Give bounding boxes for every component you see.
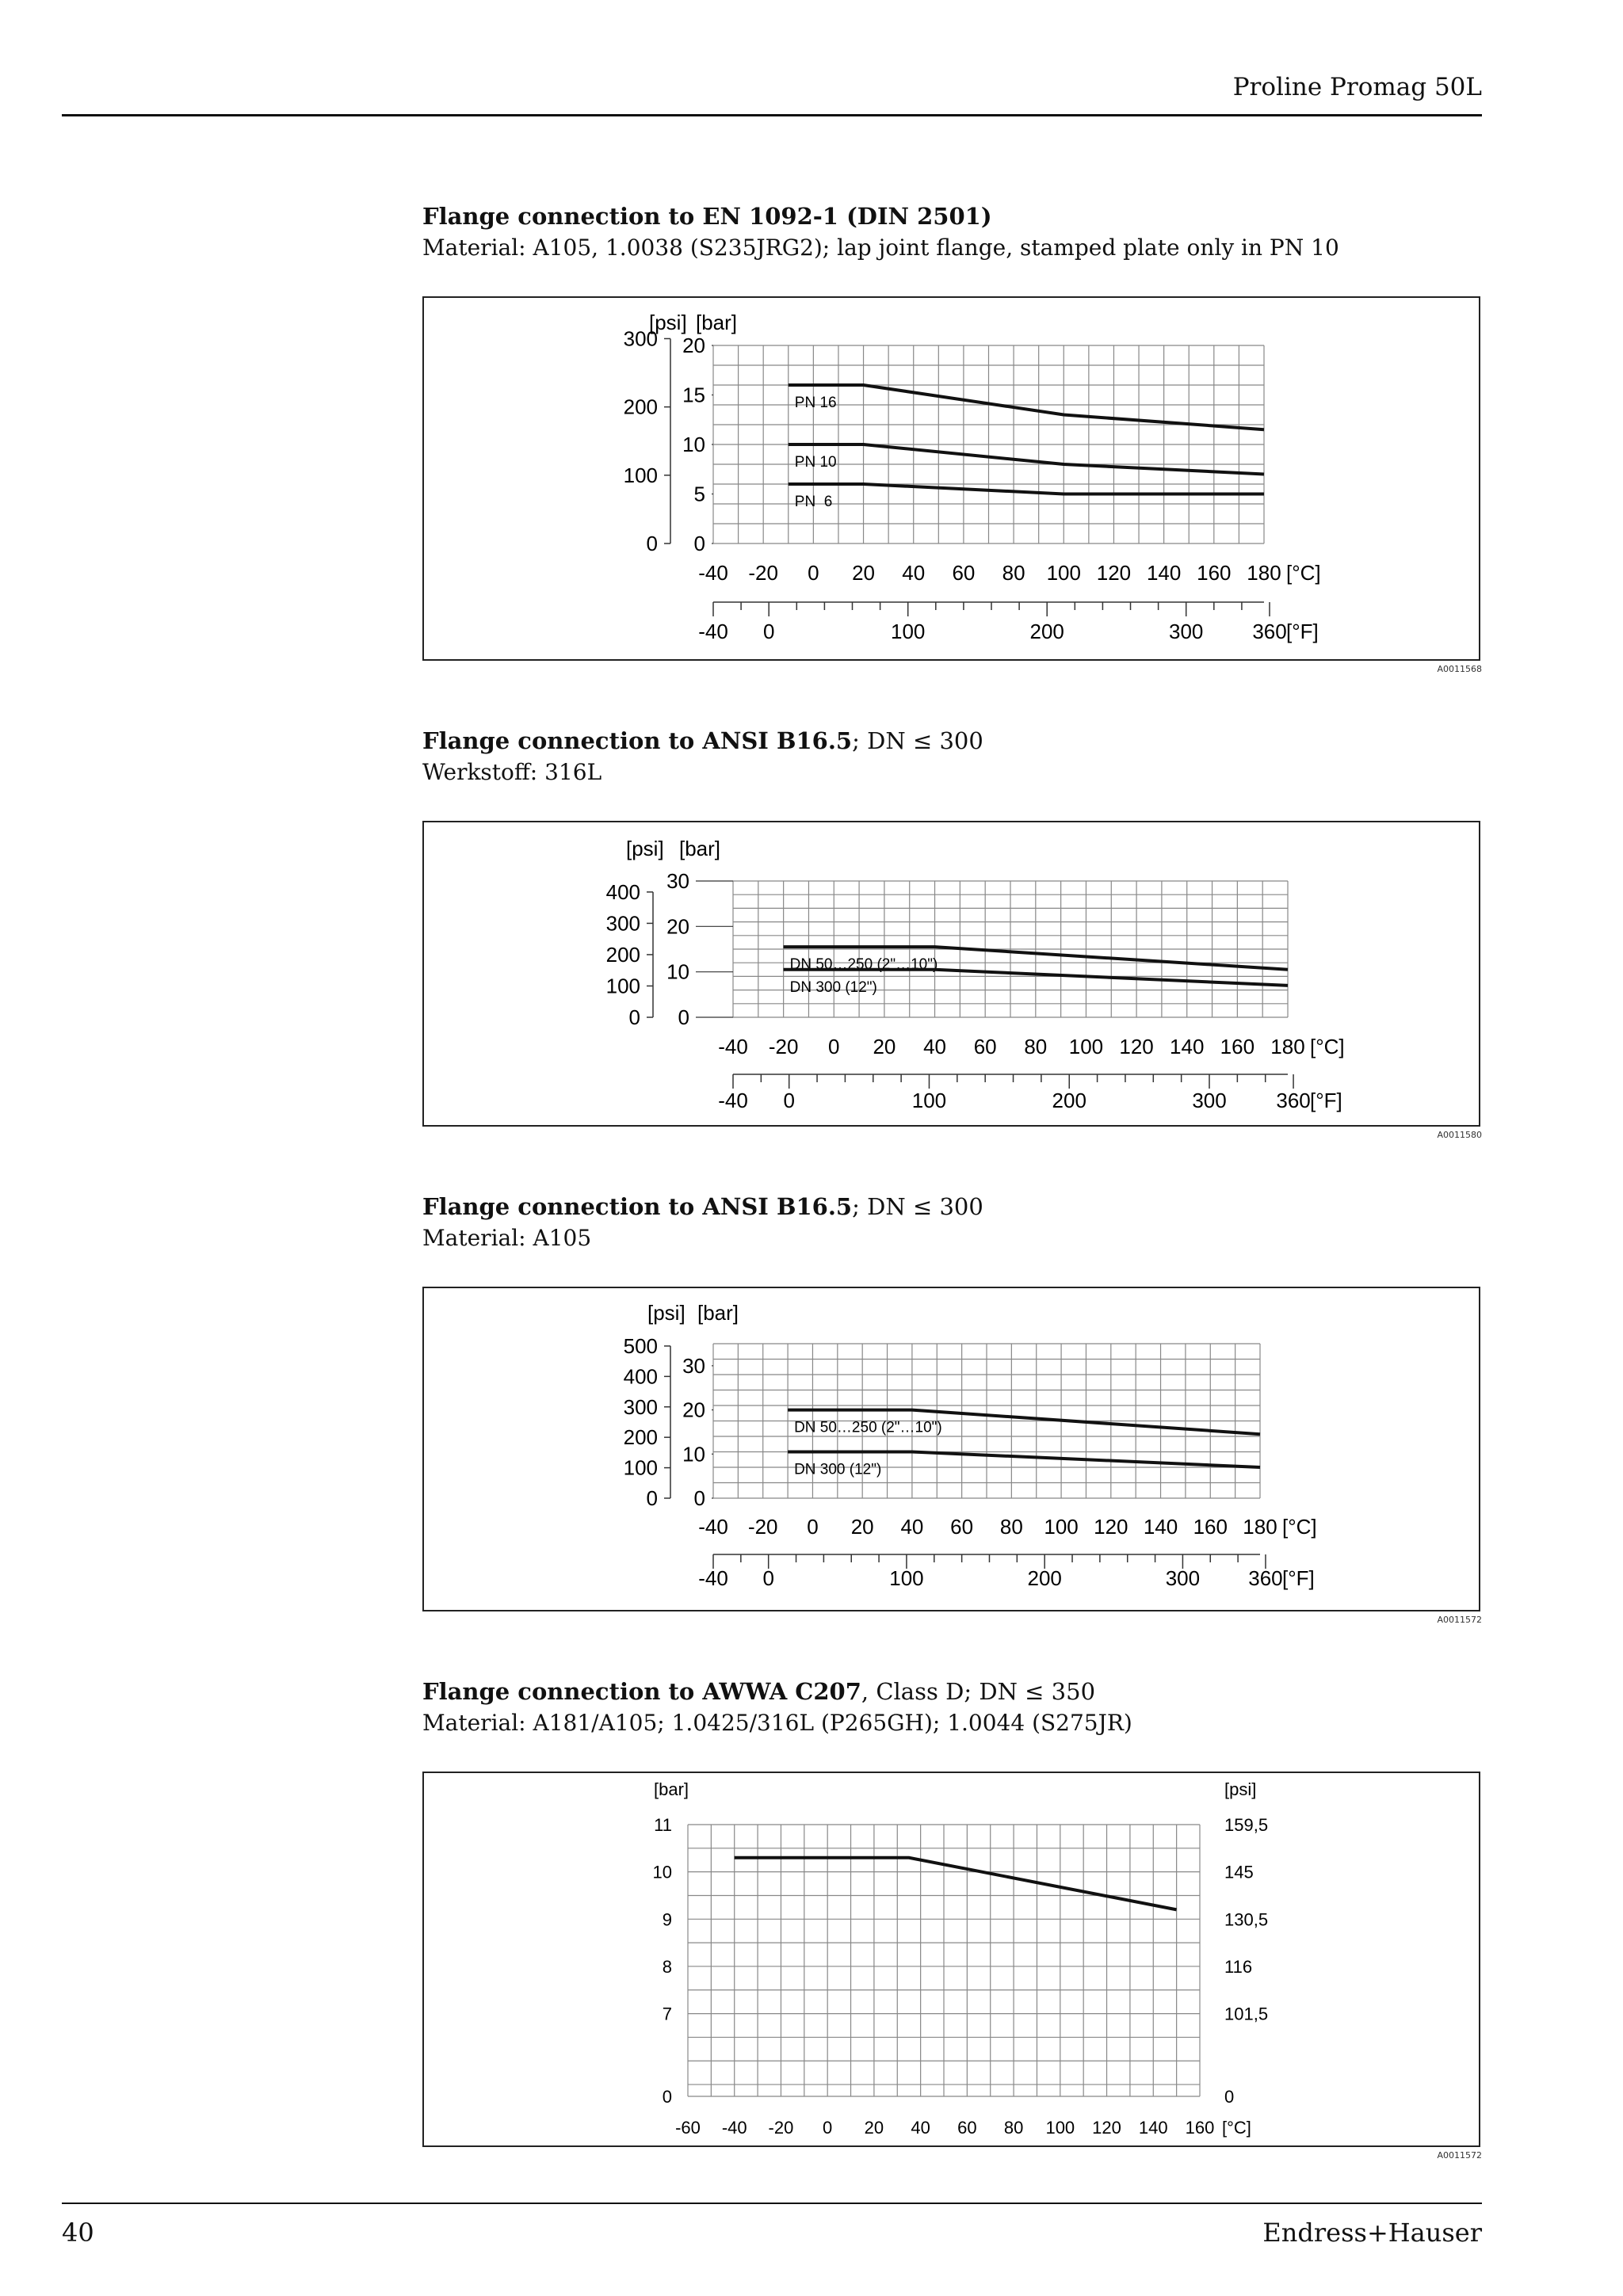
- bar-tick-label: 0: [693, 532, 705, 555]
- section-1-title: [422, 203, 992, 230]
- bar-tick-label: 20: [682, 334, 705, 357]
- fahrenheit-tick-label: 200: [1052, 1089, 1086, 1112]
- fahrenheit-tick-label: 360: [1248, 1566, 1283, 1590]
- celsius-tick-label: 20: [852, 561, 876, 585]
- series-label-2: DN 300 (12"): [789, 978, 877, 996]
- psi-tick-label: 300: [623, 1394, 658, 1419]
- celsius-tick-label: 0: [823, 2118, 833, 2138]
- psi-tick-label: 500: [623, 1333, 658, 1358]
- celsius-tick-label: 80: [1002, 561, 1025, 585]
- section-2-subtitle: Werkstoff: 316L: [422, 759, 602, 785]
- fahrenheit-tick-label: 360: [1276, 1089, 1311, 1112]
- bar-tick-label: 11: [654, 1815, 672, 1835]
- figure-code-1: A0011568: [1437, 664, 1482, 674]
- bar-tick-label: 9: [662, 1909, 672, 1930]
- bar-tick-label: 10: [652, 1862, 672, 1882]
- celsius-tick-label: -60: [675, 2118, 701, 2138]
- celsius-tick-label: 120: [1092, 2118, 1121, 2138]
- celsius-tick-label: 60: [950, 1515, 974, 1539]
- celsius-tick-label: -40: [718, 1035, 748, 1058]
- psi-tick-label: 200: [605, 942, 640, 967]
- ylabel-psi: [psi]: [626, 837, 664, 860]
- footer-brand: Endress+Hauser: [1262, 2218, 1482, 2248]
- celsius-tick-label: 140: [1170, 1035, 1205, 1058]
- xlabel-fahrenheit: [°F]: [1286, 620, 1319, 643]
- bar-tick-label: 15: [682, 383, 705, 407]
- celsius-tick-label: -40: [698, 1515, 728, 1539]
- celsius-tick-label: 20: [864, 2118, 884, 2138]
- fahrenheit-tick-label: 100: [911, 1089, 947, 1112]
- celsius-tick-label: 60: [973, 1035, 997, 1058]
- psi-tick-label: 0: [1224, 2087, 1235, 2107]
- xlabel-fahrenheit: [°F]: [1310, 1089, 1342, 1112]
- celsius-tick-label: -40: [698, 561, 728, 585]
- celsius-tick-label: 100: [1045, 2118, 1075, 2138]
- bar-tick-label: 10: [682, 1442, 705, 1466]
- psi-tick-label: 145: [1224, 1862, 1254, 1882]
- celsius-tick-label: 0: [828, 1035, 840, 1058]
- psi-tick-label: 100: [605, 974, 640, 998]
- chart-svg-3: [424, 1288, 1479, 1610]
- series-label-3: PN 6: [794, 494, 833, 510]
- chart-ansi-316l: [422, 821, 1480, 1127]
- section-3-title-bold: Flange connection to ANSI B16.5: [422, 1193, 853, 1220]
- section-2-title-rest: ; DN ≤ 300: [852, 727, 983, 754]
- fahrenheit-tick-label: 360: [1252, 620, 1287, 643]
- ylabel-bar: [bar]: [697, 1301, 739, 1325]
- fahrenheit-tick-label: 200: [1029, 620, 1064, 643]
- bar-tick-label: 10: [666, 959, 689, 984]
- celsius-tick-label: 140: [1146, 561, 1182, 585]
- psi-tick-label: 130,5: [1224, 1909, 1269, 1930]
- psi-tick-label: 0: [628, 1005, 640, 1029]
- grid-lines: [733, 881, 1288, 1017]
- series-line-1: [789, 385, 1264, 429]
- header-rule: [62, 114, 1482, 116]
- celsius-tick-label: 180: [1270, 1035, 1305, 1058]
- bar-tick-label: 30: [666, 869, 689, 893]
- celsius-tick-label: -40: [721, 2118, 747, 2138]
- celsius-tick-label: 120: [1096, 561, 1132, 585]
- ylabel-bar: [bar]: [679, 837, 721, 860]
- bar-tick-label: 7: [662, 2004, 672, 2024]
- series-label-2: PN 10: [794, 454, 837, 471]
- fahrenheit-tick-label: 300: [1165, 1566, 1201, 1590]
- psi-tick-label: 300: [623, 326, 658, 351]
- celsius-tick-label: 180: [1247, 561, 1281, 585]
- series-label-2: DN 300 (12"): [794, 1461, 882, 1478]
- psi-tick-label: 159,5: [1224, 1815, 1269, 1835]
- celsius-tick-label: 120: [1094, 1515, 1128, 1539]
- bar-tick-label: 0: [678, 1005, 689, 1029]
- chart-en1092: [422, 296, 1480, 661]
- celsius-tick-label: 80: [999, 1515, 1023, 1539]
- section-3-subtitle: Material: A105: [422, 1225, 592, 1251]
- celsius-tick-label: -20: [748, 561, 778, 585]
- bar-tick-label: 0: [693, 1486, 705, 1510]
- fahrenheit-tick-label: 0: [783, 1089, 795, 1112]
- series-line-2: [789, 444, 1264, 475]
- celsius-tick-label: 40: [923, 1035, 947, 1058]
- celsius-tick-label: 160: [1193, 1515, 1228, 1539]
- celsius-tick-label: 20: [873, 1035, 896, 1058]
- bar-tick-label: 0: [662, 2087, 672, 2107]
- section-4-title: [422, 1678, 1095, 1705]
- celsius-tick-label: 120: [1119, 1035, 1154, 1058]
- bar-tick-label: 30: [682, 1353, 705, 1378]
- ylabel-bar: [bar]: [654, 1779, 689, 1799]
- chart-svg-1: [424, 298, 1479, 659]
- section-2-title-bold: Flange connection to ANSI B16.5: [422, 727, 853, 754]
- ylabel-bar: [bar]: [696, 311, 738, 334]
- section-3-title-rest: ; DN ≤ 300: [852, 1193, 983, 1220]
- section-2-title: [422, 727, 983, 754]
- celsius-tick-label: 80: [1003, 2118, 1024, 2138]
- fahrenheit-tick-label: -40: [718, 1089, 748, 1112]
- section-3-title: [422, 1193, 983, 1220]
- fahrenheit-tick-label: -40: [698, 1566, 728, 1590]
- section-1-subtitle: Material: A105, 1.0038 (S235JRG2); lap joint flange, stamped plate only in PN 10: [422, 235, 1339, 261]
- celsius-tick-label: 0: [807, 1515, 819, 1539]
- bar-tick-label: 10: [682, 433, 705, 456]
- celsius-tick-label: -20: [747, 1515, 778, 1539]
- section-4-subtitle: Material: A181/A105; 1.0425/316L (P265GH); 1.0044 (S275JR): [422, 1710, 1132, 1736]
- celsius-tick-label: 40: [900, 1515, 924, 1539]
- chart-awwa-c207: [422, 1772, 1480, 2147]
- fahrenheit-tick-label: 300: [1192, 1089, 1227, 1112]
- psi-tick-label: 300: [605, 911, 640, 936]
- celsius-tick-label: 100: [1068, 1035, 1104, 1058]
- footer-rule: [62, 2203, 1482, 2204]
- series-line-3: [789, 484, 1264, 494]
- bar-tick-label: 20: [682, 1398, 705, 1422]
- celsius-tick-label: 0: [808, 561, 819, 585]
- celsius-tick-label: -20: [768, 2118, 794, 2138]
- section-1-title-bold: Flange connection to EN 1092-1 (DIN 2501): [422, 203, 992, 230]
- celsius-tick-label: 160: [1197, 561, 1232, 585]
- series-label-1: DN 50…250 (2"…10"): [789, 956, 938, 974]
- psi-tick-label: 0: [646, 1486, 658, 1510]
- celsius-tick-label: 100: [1044, 1515, 1079, 1539]
- psi-tick-label: 400: [605, 879, 640, 904]
- celsius-tick-label: 160: [1185, 2118, 1215, 2138]
- fahrenheit-tick-label: 100: [891, 620, 926, 643]
- figure-code-2: A0011580: [1437, 1130, 1482, 1140]
- ylabel-psi: [psi]: [647, 1301, 685, 1325]
- celsius-tick-label: 160: [1220, 1035, 1255, 1058]
- celsius-tick-label: 80: [1024, 1035, 1048, 1058]
- psi-tick-label: 100: [623, 1455, 658, 1480]
- psi-tick-label: 101,5: [1224, 2004, 1269, 2024]
- header-title: Proline Promag 50L: [1232, 73, 1482, 101]
- psi-tick-label: 200: [623, 395, 658, 419]
- series-line-1: [735, 1858, 1177, 1910]
- celsius-tick-label: 140: [1143, 1515, 1178, 1539]
- psi-tick-label: 0: [646, 532, 658, 555]
- fahrenheit-tick-label: 0: [762, 620, 775, 643]
- page-number: 40: [62, 2218, 94, 2248]
- section-4-title-rest: , Class D; DN ≤ 350: [861, 1678, 1096, 1705]
- fahrenheit-tick-label: 300: [1169, 620, 1204, 643]
- celsius-tick-label: 100: [1046, 561, 1081, 585]
- xlabel-celsius: [°C]: [1222, 2118, 1251, 2138]
- celsius-tick-label: 20: [850, 1515, 874, 1539]
- celsius-tick-label: 40: [911, 2118, 930, 2138]
- series-label-1: DN 50…250 (2"…10"): [794, 1419, 942, 1436]
- celsius-tick-label: -20: [768, 1035, 799, 1058]
- figure-code-4: A0011572: [1437, 2150, 1482, 2161]
- series-label-1: PN 16: [794, 395, 837, 411]
- celsius-tick-label: 180: [1243, 1515, 1277, 1539]
- figure-code-3: A0011572: [1437, 1615, 1482, 1625]
- chart-svg-4: [424, 1773, 1479, 2145]
- bar-tick-label: 8: [662, 1956, 672, 1977]
- xlabel-celsius: [°C]: [1286, 561, 1321, 585]
- celsius-tick-label: 40: [902, 561, 926, 585]
- celsius-tick-label: 60: [957, 2118, 977, 2138]
- chart-svg-2: [424, 822, 1479, 1125]
- section-4-title-bold: Flange connection to AWWA C207: [422, 1678, 861, 1705]
- bar-tick-label: 20: [666, 914, 689, 939]
- xlabel-fahrenheit: [°F]: [1282, 1566, 1315, 1590]
- fahrenheit-tick-label: 100: [889, 1566, 924, 1590]
- ylabel-psi: [psi]: [1224, 1779, 1257, 1799]
- ylabel-psi: [psi]: [649, 311, 687, 334]
- xlabel-celsius: [°C]: [1310, 1035, 1345, 1058]
- psi-tick-label: 100: [623, 463, 658, 487]
- fahrenheit-tick-label: 200: [1027, 1566, 1062, 1590]
- psi-tick-label: 200: [623, 1425, 658, 1450]
- xlabel-celsius: [°C]: [1282, 1515, 1317, 1539]
- fahrenheit-tick-label: -40: [698, 620, 728, 643]
- psi-tick-label: 400: [623, 1364, 658, 1389]
- psi-tick-label: 116: [1224, 1956, 1253, 1977]
- celsius-tick-label: 60: [952, 561, 976, 585]
- bar-tick-label: 5: [693, 482, 705, 506]
- fahrenheit-tick-label: 0: [762, 1566, 774, 1590]
- celsius-tick-label: 140: [1138, 2118, 1168, 2138]
- chart-ansi-a105: [422, 1287, 1480, 1611]
